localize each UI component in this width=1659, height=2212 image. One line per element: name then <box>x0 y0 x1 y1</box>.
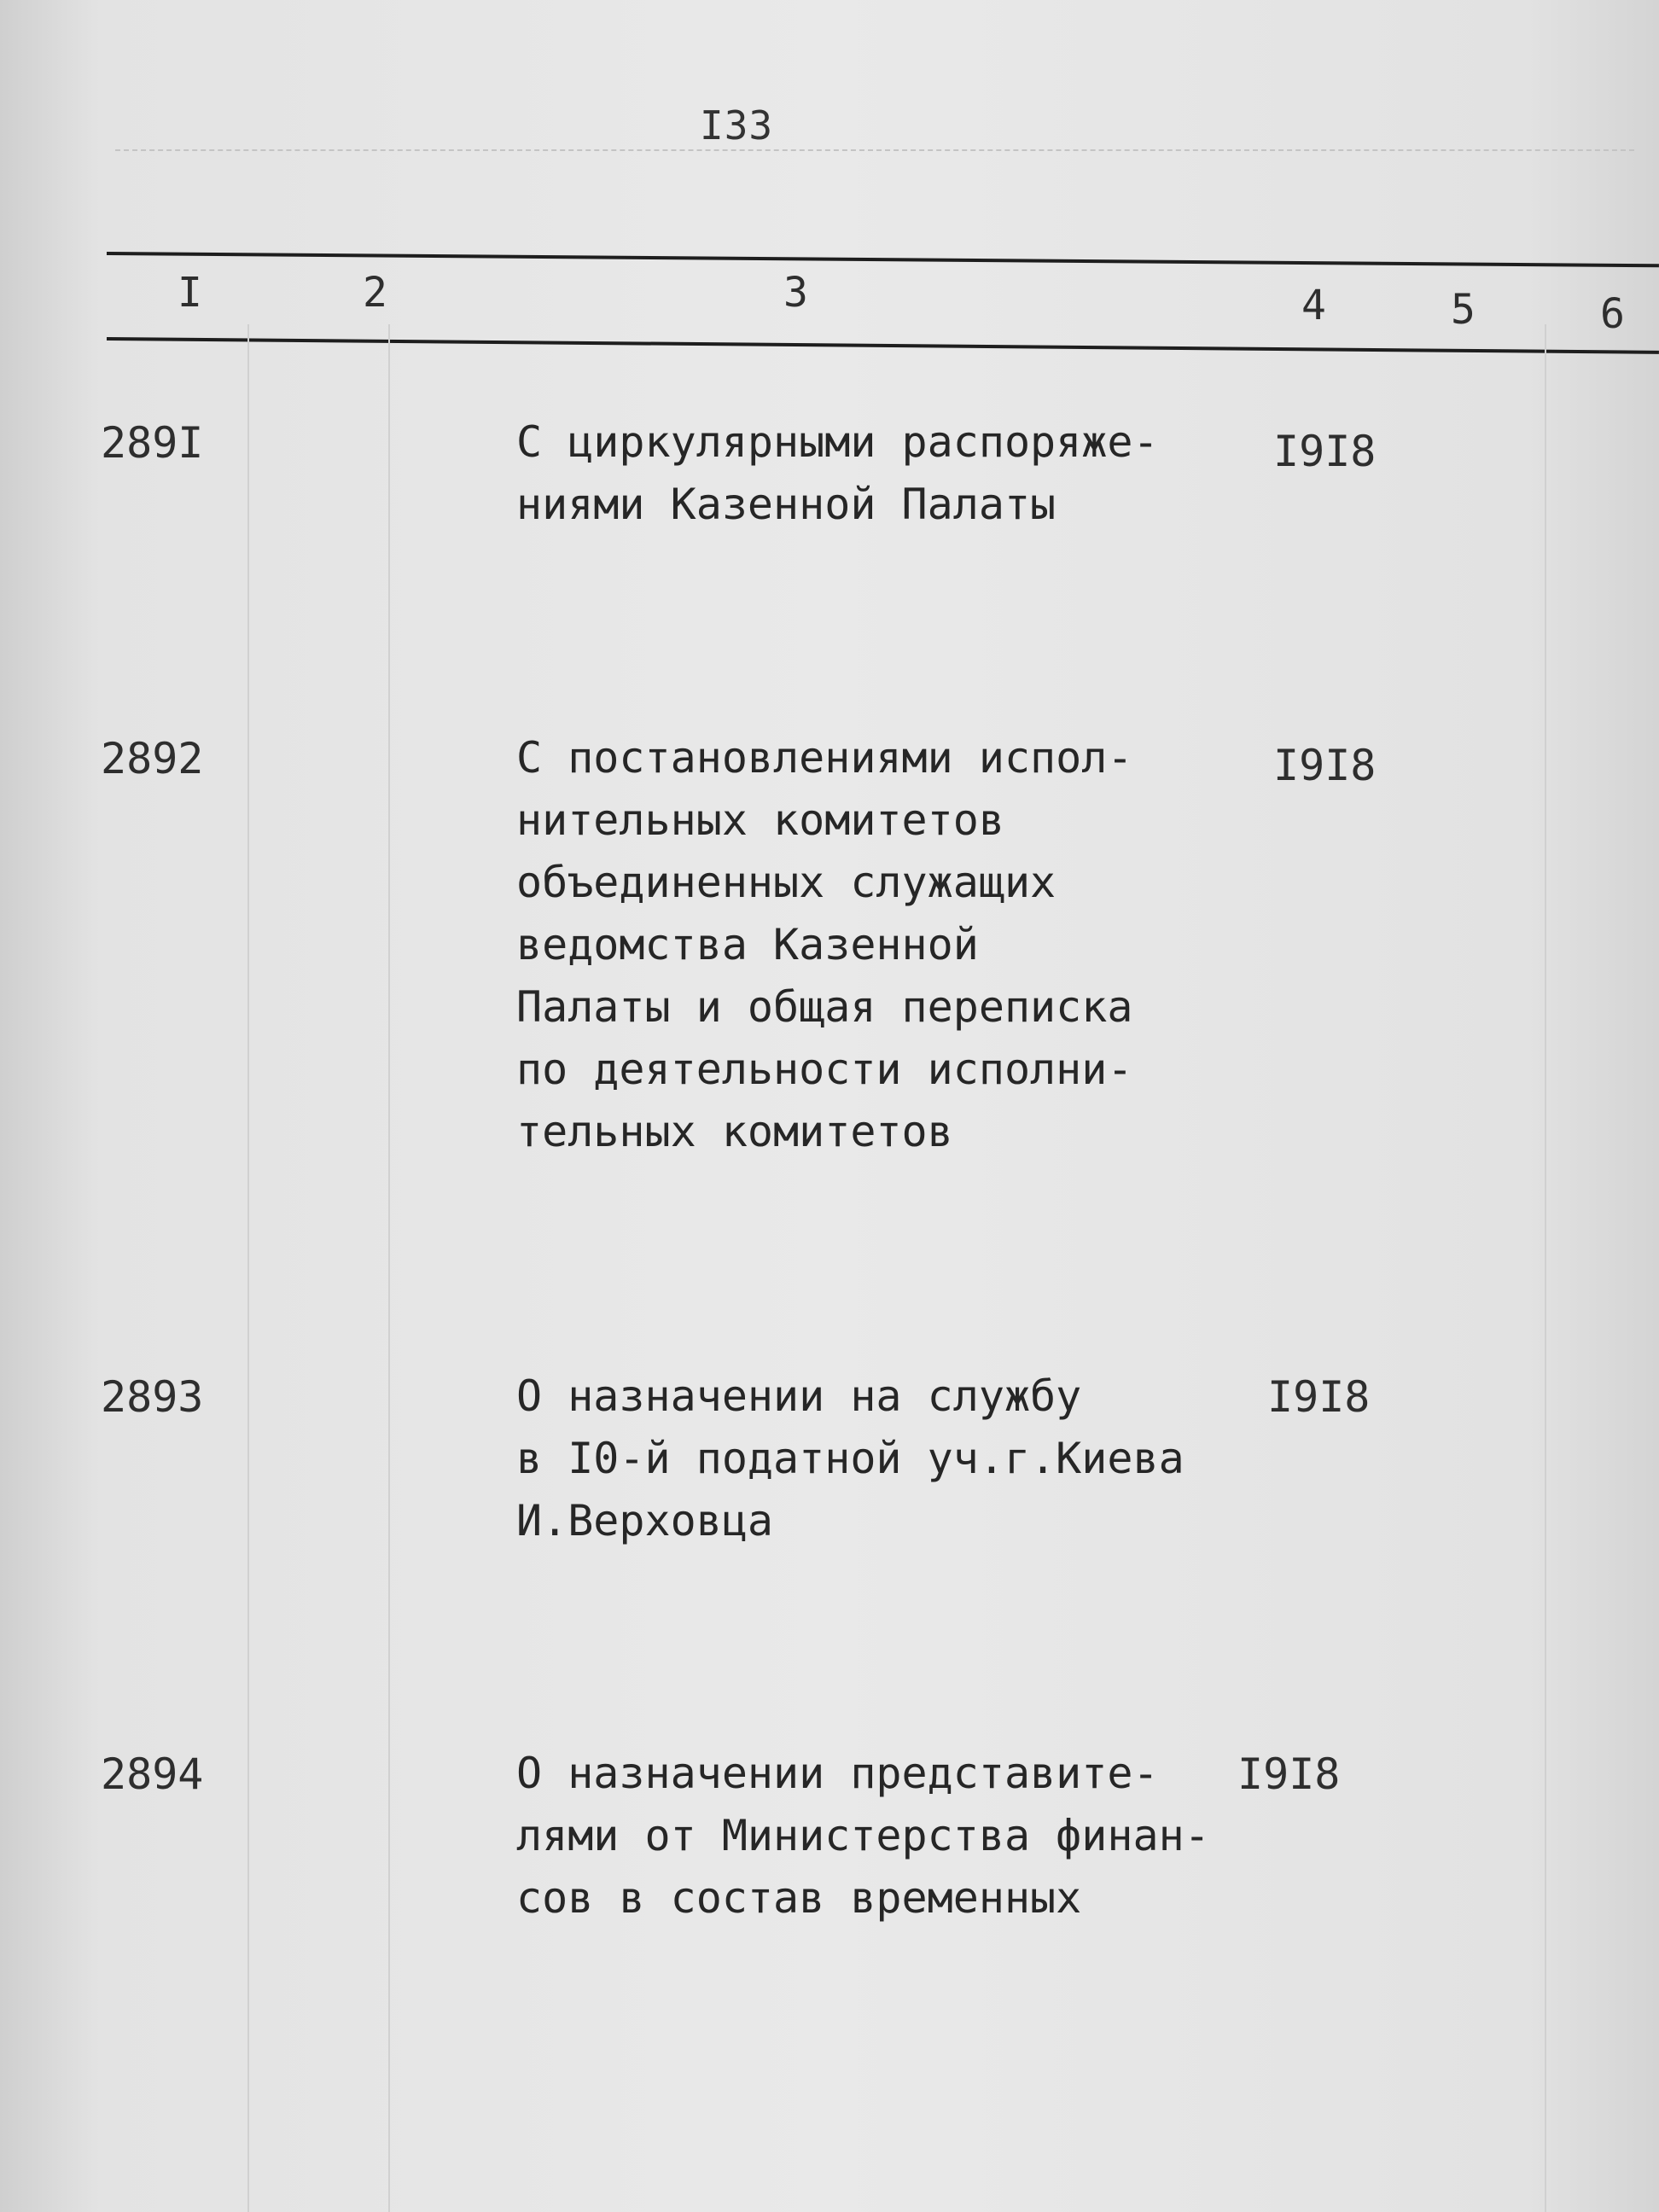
faded-header-area <box>115 149 1634 236</box>
entry-number: 2892 <box>101 734 204 783</box>
entry-title: О назначении представите- лями от Министерства финан- сов в состав временных <box>516 1749 1210 1923</box>
column-number-4: 4 <box>1301 282 1326 329</box>
column-divider <box>388 324 390 2212</box>
column-number-3: 3 <box>783 269 808 317</box>
column-number-6: 6 <box>1600 290 1625 338</box>
column-divider <box>247 324 249 2212</box>
column-number-1: I <box>178 269 202 317</box>
entry-number: 289I <box>101 418 204 468</box>
entry-year: I9I8 <box>1267 1372 1371 1422</box>
header-top-rule <box>107 252 1659 267</box>
column-divider <box>1545 324 1546 2212</box>
entry-title: С постановлениями испол- нительных комитетов объединенных служащих ведомства Казенной Палаты и общая переписка по деятельности исполни- тельных комитетов <box>516 733 1133 1156</box>
entry-year: I9I8 <box>1237 1749 1341 1799</box>
entry-year: I9I8 <box>1273 741 1377 790</box>
entry-title: С циркулярными распоряже- ниями Казенной Палаты <box>516 417 1159 529</box>
entry-title: О назначении на службу в I0-й податной уч.г.Киева И.Верховца <box>516 1371 1185 1545</box>
entry-number: 2894 <box>101 1749 204 1799</box>
page-number: I33 <box>700 102 774 148</box>
entry-year: I9I8 <box>1273 427 1377 476</box>
header-bottom-rule <box>107 337 1659 354</box>
column-number-2: 2 <box>363 269 387 317</box>
column-number-5: 5 <box>1451 286 1476 334</box>
entry-number: 2893 <box>101 1372 204 1422</box>
